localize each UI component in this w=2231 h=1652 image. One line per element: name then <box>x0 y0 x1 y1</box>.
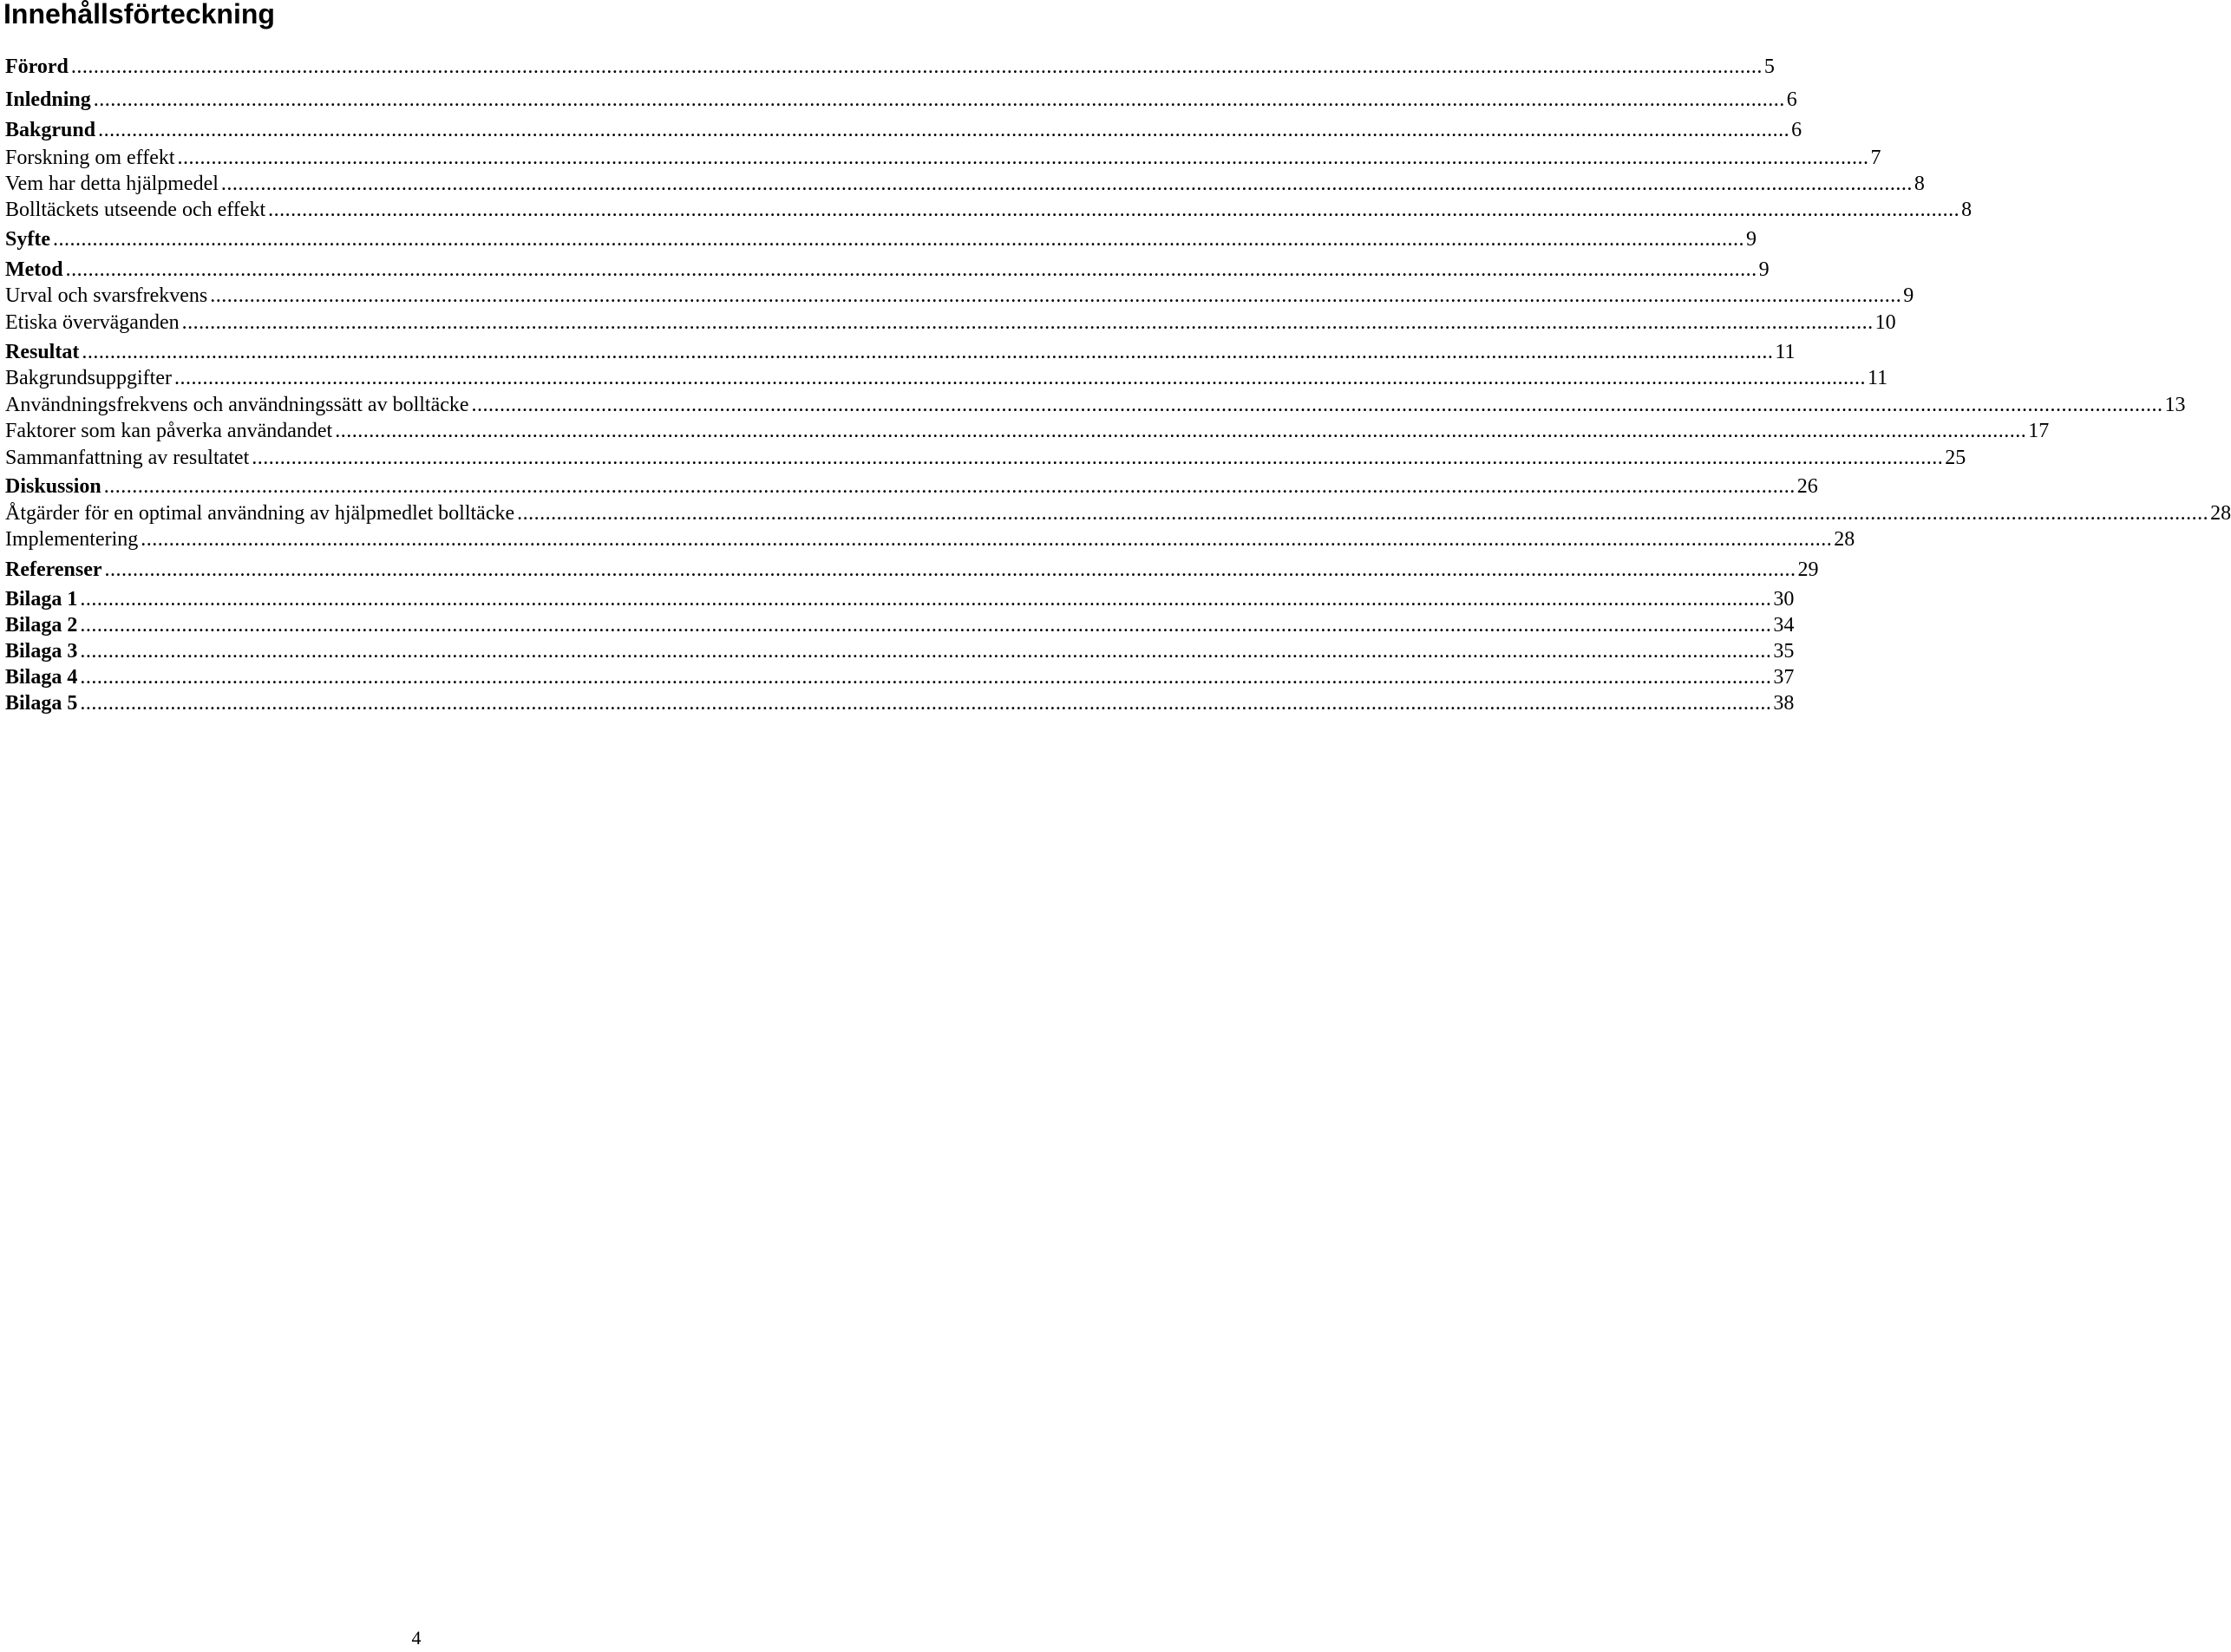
toc-entry-label: Vem har detta hjälpmedel <box>5 173 219 195</box>
toc-dot-leader: ............................................................................................................................................................................................................................................................................................................ <box>80 640 1772 663</box>
page-number: 4 <box>411 1627 422 1649</box>
toc-dot-leader: ............................................................................................................................................................................................................................................................................................................ <box>335 420 2027 442</box>
toc-entry[interactable] <box>5 257 1770 283</box>
toc-dot-leader: ............................................................................................................................................................................................................................................................................................................ <box>93 88 1785 111</box>
toc-entry[interactable] <box>5 418 2050 444</box>
toc-entry-label: Metod <box>5 258 63 281</box>
toc-dot-leader: ............................................................................................................................................................................................................................................................................................................ <box>104 558 1796 581</box>
toc-dot-leader: ............................................................................................................................................................................................................................................................................................................ <box>141 528 1833 551</box>
toc-entry-page: 37 <box>1773 666 1795 689</box>
toc-entry-page: 11 <box>1775 341 1796 363</box>
toc-entry-page: 9 <box>1758 258 1770 281</box>
toc-entry[interactable] <box>5 145 1881 171</box>
toc-entry[interactable] <box>5 87 1797 113</box>
toc-entry-label: Bilaga 4 <box>5 666 78 689</box>
toc-entry[interactable] <box>5 54 1775 80</box>
toc-dot-leader: ............................................................................................................................................................................................................................................................................................................ <box>471 394 2163 416</box>
toc-entry-label: Förord <box>5 56 69 78</box>
toc-entry[interactable] <box>5 526 1855 552</box>
toc-entry-label: Bilaga 5 <box>5 692 78 715</box>
toc-dot-leader: ............................................................................................................................................................................................................................................................................................................ <box>252 447 1944 469</box>
toc-entry-page: 11 <box>1867 367 1888 389</box>
toc-entry[interactable] <box>5 392 2186 418</box>
toc-entry[interactable] <box>5 310 1896 336</box>
toc-entry[interactable] <box>5 226 1757 252</box>
toc-entry-page: 6 <box>1791 119 1802 141</box>
toc-entry-page: 30 <box>1773 588 1795 611</box>
toc-entry[interactable] <box>5 586 1795 612</box>
toc-entry-page: 26 <box>1796 475 1818 498</box>
toc-entry-page: 38 <box>1773 692 1795 715</box>
toc-entry-page: 5 <box>1763 56 1775 78</box>
toc-entry-label: Faktorer som kan påverka användandet <box>5 420 333 442</box>
toc-dot-leader: ............................................................................................................................................................................................................................................................................................................ <box>52 228 1744 251</box>
toc-entry[interactable] <box>5 612 1795 638</box>
toc-entry-label: Forskning om effekt <box>5 147 175 169</box>
toc-entry-label: Referenser <box>5 558 102 581</box>
toc-entry[interactable] <box>5 365 1888 391</box>
toc-heading: Innehållsförteckning <box>3 0 275 29</box>
toc-entry-page: 25 <box>1945 447 1966 469</box>
toc-dot-leader: ............................................................................................................................................................................................................................................................................................................ <box>82 341 1774 363</box>
toc-dot-leader: ............................................................................................................................................................................................................................................................................................................ <box>80 614 1772 637</box>
toc-entry-label: Implementering <box>5 528 139 551</box>
toc-entry-label: Bilaga 2 <box>5 614 78 637</box>
toc-dot-leader: ............................................................................................................................................................................................................................................................................................................ <box>103 475 1796 498</box>
toc-entry[interactable] <box>5 117 1802 143</box>
toc-dot-leader: ............................................................................................................................................................................................................................................................................................................ <box>80 588 1772 611</box>
toc-entry-label: Bakgrund <box>5 119 96 141</box>
toc-dot-leader: ............................................................................................................................................................................................................................................................................................................ <box>70 56 1763 78</box>
toc-dot-leader: ............................................................................................................................................................................................................................................................................................................ <box>220 173 1913 195</box>
toc-dot-leader: ............................................................................................................................................................................................................................................................................................................ <box>210 284 1902 307</box>
toc-entry[interactable] <box>5 638 1795 664</box>
toc-entry-page: 8 <box>1961 199 1973 221</box>
toc-dot-leader: ............................................................................................................................................................................................................................................................................................................ <box>98 119 1790 141</box>
toc-entry-page: 8 <box>1914 173 1925 195</box>
toc-entry-label: Bilaga 1 <box>5 588 78 611</box>
toc-entry-label: Resultat <box>5 341 80 363</box>
toc-entry-label: Syfte <box>5 228 50 251</box>
toc-dot-leader: ............................................................................................................................................................................................................................................................................................................ <box>80 666 1772 689</box>
toc-dot-leader: ............................................................................................................................................................................................................................................................................................................ <box>65 258 1757 281</box>
toc-entry-page: 17 <box>2028 420 2050 442</box>
toc-entry-page: 13 <box>2164 394 2186 416</box>
toc-entry-label: Bolltäckets utseende och effekt <box>5 199 266 221</box>
toc-entry[interactable] <box>5 339 1796 365</box>
toc-entry[interactable] <box>5 473 1818 500</box>
toc-dot-leader: ............................................................................................................................................................................................................................................................................................................ <box>268 199 1960 221</box>
toc-entry[interactable] <box>5 445 1966 471</box>
toc-entry[interactable] <box>5 690 1795 716</box>
toc-entry[interactable] <box>5 557 1819 583</box>
toc-dot-leader: ............................................................................................................................................................................................................................................................................................................ <box>80 692 1772 715</box>
toc-entry-page: 28 <box>1834 528 1855 551</box>
toc-entry[interactable] <box>5 171 1925 197</box>
toc-entry[interactable] <box>5 664 1795 690</box>
toc-entry-page: 6 <box>1786 88 1797 111</box>
toc-entry-page: 35 <box>1773 640 1795 663</box>
toc-entry-label: Diskussion <box>5 475 101 498</box>
toc-entry[interactable] <box>5 283 1914 309</box>
toc-entry-label: Bakgrundsuppgifter <box>5 367 172 389</box>
toc-dot-leader: ............................................................................................................................................................................................................................................................................................................ <box>177 147 1869 169</box>
toc-entry-label: Användningsfrekvens och användningssätt av bolltäcke <box>5 394 469 416</box>
toc-entry[interactable] <box>5 197 1973 223</box>
toc-entry-page: 29 <box>1797 558 1819 581</box>
toc-entry-label: Urval och svarsfrekvens <box>5 284 208 307</box>
toc-entry-page: 7 <box>1870 147 1881 169</box>
toc-entry[interactable] <box>5 500 2231 526</box>
toc-entry-page: 34 <box>1773 614 1795 637</box>
toc-entry-page: 10 <box>1874 311 1896 334</box>
toc-entry-page: 28 <box>2210 502 2231 525</box>
toc-dot-leader: ............................................................................................................................................................................................................................................................................................................ <box>173 367 1866 389</box>
toc-entry-label: Åtgärder för en optimal användning av hjälpmedlet bolltäcke <box>5 502 515 525</box>
toc-entry-label: Etiska överväganden <box>5 311 180 334</box>
toc-entry-label: Inledning <box>5 88 91 111</box>
toc-entry-label: Sammanfattning av resultatet <box>5 447 250 469</box>
toc-dot-leader: ............................................................................................................................................................................................................................................................................................................ <box>181 311 1874 334</box>
toc-entry-page: 9 <box>1745 228 1757 251</box>
toc-entry-page: 9 <box>1903 284 1914 307</box>
toc-entry-label: Bilaga 3 <box>5 640 78 663</box>
toc-dot-leader: ............................................................................................................................................................................................................................................................................................................ <box>517 502 2209 525</box>
